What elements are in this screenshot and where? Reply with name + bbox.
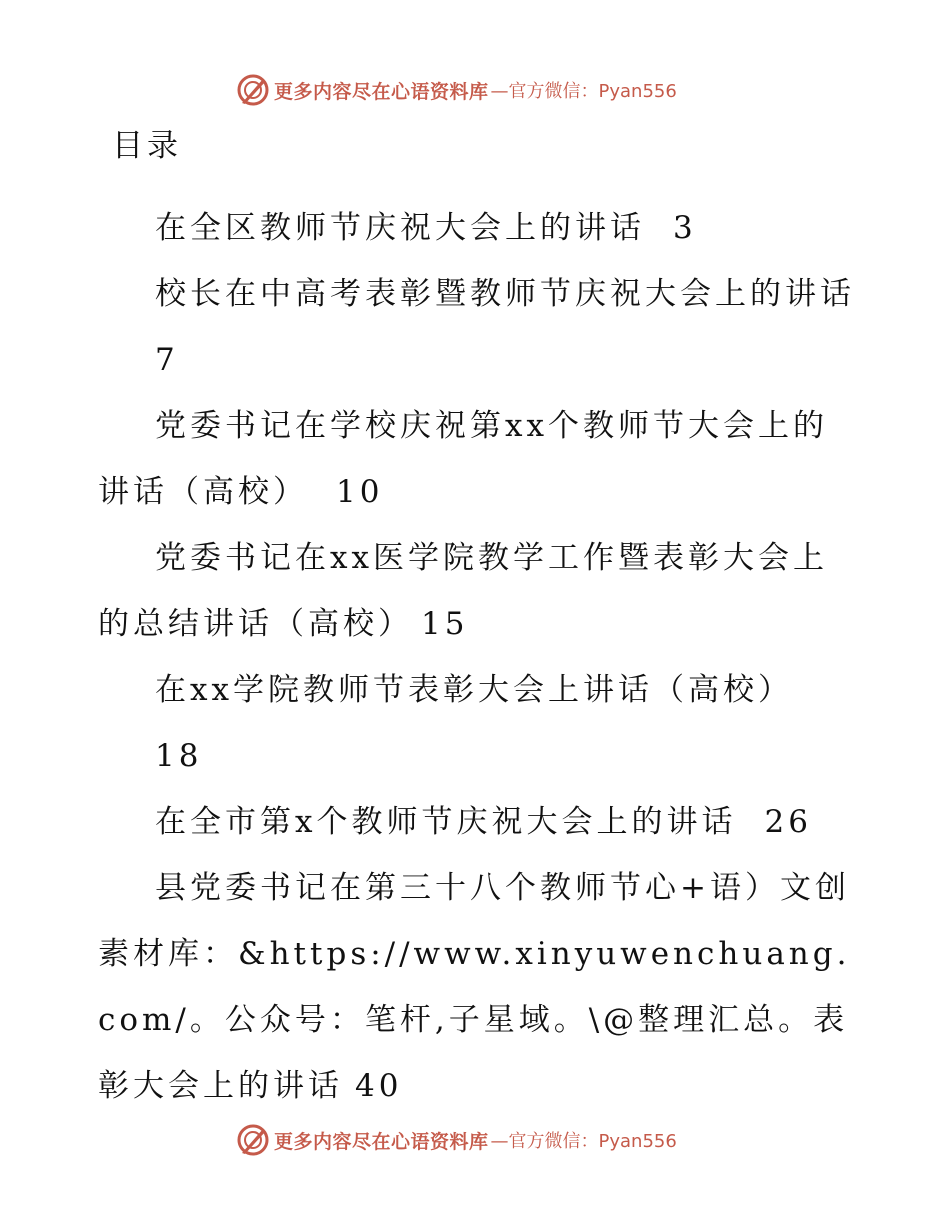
toc-entry[interactable]: [98, 789, 858, 855]
toc-entry[interactable]: [98, 195, 858, 261]
quill-logo-icon: [236, 1123, 270, 1157]
footer-watermark: [236, 1123, 677, 1157]
quill-logo-icon: [236, 73, 270, 107]
toc-entry-page: 15: [421, 606, 469, 642]
toc-entry-title: 在全市第x个教师节庆祝大会上的讲话: [155, 804, 737, 840]
toc-entry-title: 校长在中高考表彰暨教师节庆祝大会上的讲话: [155, 276, 855, 312]
header-watermark: [236, 73, 677, 107]
watermark-suffix: —官方微信：Pyan556: [490, 81, 677, 102]
toc-entry-page: 3: [673, 210, 697, 246]
toc-entry-title: 在xx学院教师节表彰大会上讲话（高校）: [155, 672, 793, 708]
toc-entry-title: 党委书记在xx医学院教学工作暨表彰大会上的总结讲话（高校）: [98, 540, 828, 642]
toc-entry[interactable]: [98, 855, 858, 1119]
watermark-text: 更多内容尽在心语资料库: [274, 1130, 489, 1153]
toc-entry-page: 10: [336, 474, 384, 510]
toc-entry-page: 26: [764, 804, 812, 840]
toc-entry[interactable]: [98, 393, 858, 525]
toc-entry[interactable]: [98, 261, 858, 393]
watermark-suffix: —官方微信：Pyan556: [490, 1131, 677, 1152]
toc-title: 目录: [112, 128, 182, 164]
toc-entry-title: 党委书记在学校庆祝第xx个教师节大会上的讲话（高校）: [98, 408, 828, 510]
toc-list: [98, 195, 858, 1119]
toc-entry-title: 在全区教师节庆祝大会上的讲话: [155, 210, 645, 246]
toc-entry-title: 县党委书记在第三十八个教师节心+语）文创素材库：&https://www.xinyuwenchuang.com/。公众号：笔杆,子星域。\@整理汇总。表彰大会上的讲话: [98, 870, 851, 1104]
watermark-text: 更多内容尽在心语资料库: [274, 80, 489, 103]
toc-entry-page: 40: [355, 1068, 403, 1104]
toc-entry[interactable]: [98, 525, 858, 657]
toc-entry-page: 7: [155, 342, 179, 378]
toc-entry-page: 18: [155, 738, 203, 774]
toc-entry[interactable]: [98, 657, 858, 789]
